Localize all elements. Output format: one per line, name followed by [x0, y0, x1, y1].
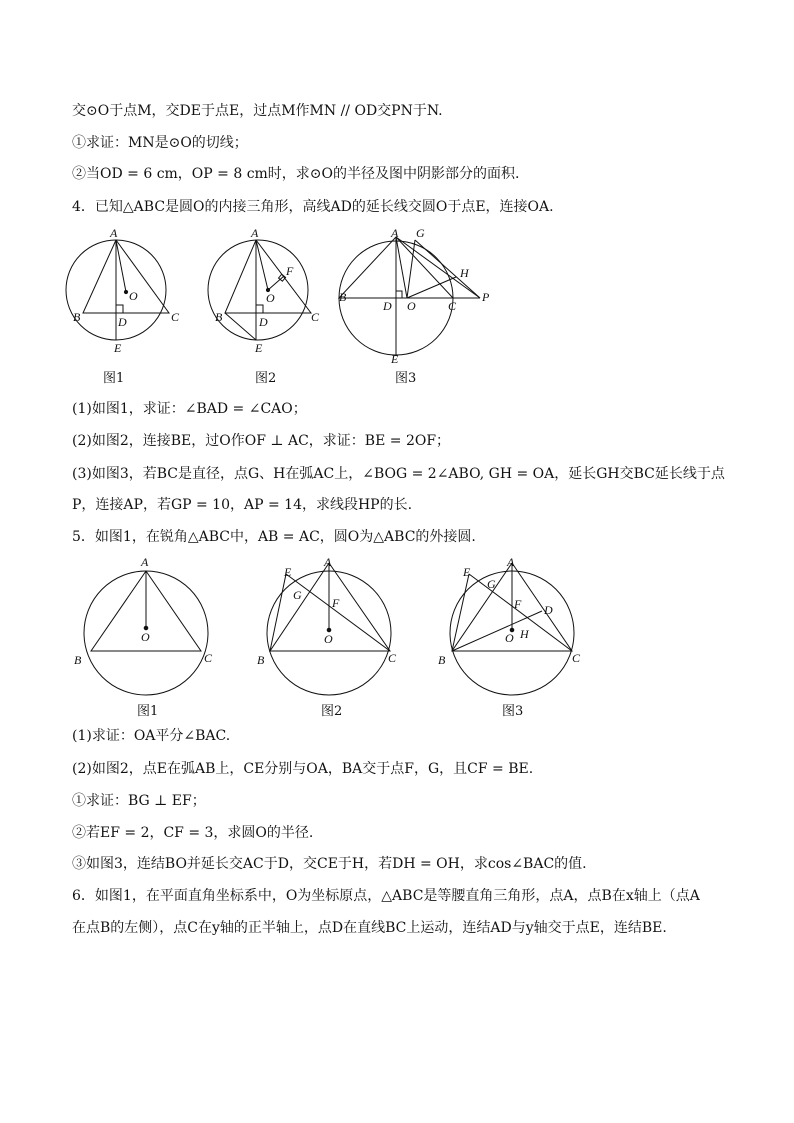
fig4-diagram-2	[210, 225, 330, 360]
label-D: D	[118, 315, 127, 329]
label-B: B	[257, 653, 265, 667]
fig4-diagram-3	[335, 225, 505, 365]
fig4-diagram-1	[70, 225, 190, 360]
label-A: A	[110, 226, 118, 240]
fig5-diagram-1	[70, 553, 230, 698]
label-P: P	[482, 290, 490, 304]
text-line-16: 在点B的左侧），点C在y轴的正半轴上，点D在直线BC上运动，连结AD与y轴交于点E，连结BE.	[72, 920, 667, 936]
label-A: A	[391, 226, 399, 240]
label-C: C	[572, 651, 581, 665]
label-A: A	[507, 555, 515, 569]
label-A: A	[324, 555, 332, 569]
label-O: O	[266, 291, 275, 305]
label-C: C	[448, 299, 457, 313]
fig4-caption-2: 图2	[255, 371, 277, 386]
label-C: C	[311, 310, 320, 324]
text-line-7: (3)如图3，若BC是直径，点G、H在弧AC上，∠BOG = 2∠ABO, GH = OA，延长GH交BC延长线于点	[72, 466, 725, 482]
text-line-9: 5．如图1，在锐角△ABC中，AB = AC，圆O为△ABC的外接圆.	[72, 529, 476, 545]
label-D: D	[259, 315, 268, 329]
text-line-14: ③如图3，连结BO并延长交AC于D，交CE于H，若DH = OH，求cos∠BAC的值.	[72, 856, 587, 872]
label-H: H	[460, 266, 469, 280]
label-D: D	[383, 299, 392, 313]
label-B: B	[74, 653, 82, 667]
text-line-13: ②若EF = 2，CF = 3，求圆O的半径.	[72, 825, 314, 841]
label-F: F	[286, 264, 294, 278]
fig4-caption-3: 图3	[395, 371, 417, 386]
label-B: B	[438, 653, 446, 667]
fig5-caption-1: 图1	[137, 704, 159, 719]
label-O: O	[407, 299, 416, 313]
label-D: D	[544, 603, 553, 617]
text-line-1: 交⊙O于点M，交DE于点E，过点M作MN // OD交PN于N.	[72, 103, 443, 119]
label-E: E	[255, 341, 263, 355]
text-line-11: (2)如图2，点E在弧AB上，CE分别与OA，BA交于点F，G，且CF = BE.	[72, 761, 534, 777]
label-O: O	[324, 632, 333, 646]
label-C: C	[204, 651, 213, 665]
label-G: G	[487, 577, 496, 591]
label-E: E	[114, 341, 122, 355]
label-O: O	[505, 631, 514, 645]
text-line-8: P，连接AP，若GP = 10，AP = 14，求线段HP的长.	[72, 497, 413, 513]
label-B: B	[215, 310, 223, 324]
text-line-10: (1)求证：OA平分∠BAC.	[72, 728, 231, 744]
label-B: B	[339, 290, 347, 304]
label-E: E	[463, 565, 471, 579]
label-E: E	[284, 565, 292, 579]
label-A: A	[141, 555, 149, 569]
label-F: F	[332, 596, 340, 610]
fig4-caption-1: 图1	[103, 371, 125, 386]
fig5-diagram-3	[438, 553, 598, 698]
text-line-3: ②当OD = 6 cm，OP = 8 cm时，求⊙O的半径及图中阴影部分的面积.	[72, 166, 520, 182]
fig5-caption-2: 图2	[321, 704, 343, 719]
fig5-diagram-2	[255, 553, 415, 698]
label-B: B	[73, 310, 81, 324]
text-line-5: (1)如图1，求证：∠BAD = ∠CAO；	[72, 401, 307, 417]
label-C: C	[388, 651, 397, 665]
text-line-6: (2)如图2，连接BE，过O作OF ⊥ AC，求证：BE = 2OF；	[72, 433, 451, 449]
label-G: G	[293, 588, 302, 602]
label-F: F	[514, 597, 522, 611]
text-line-12: ①求证：BG ⊥ EF；	[72, 793, 206, 809]
label-G: G	[416, 226, 425, 240]
text-line-4: 4．已知△ABC是圆O的内接三角形，高线AD的延长线交圆O于点E，连接OA.	[72, 199, 554, 215]
label-O: O	[129, 289, 138, 303]
text-line-2: ①求证：MN是⊙O的切线；	[72, 135, 248, 151]
fig5-caption-3: 图3	[502, 704, 524, 719]
label-A: A	[251, 226, 259, 240]
label-C: C	[171, 310, 180, 324]
label-E: E	[391, 352, 399, 366]
label-H: H	[520, 627, 529, 641]
text-line-15: 6．如图1，在平面直角坐标系中，O为坐标原点，△ABC是等腰直角三角形，点A，点B在x轴上（点A	[72, 888, 700, 904]
label-O: O	[141, 630, 150, 644]
